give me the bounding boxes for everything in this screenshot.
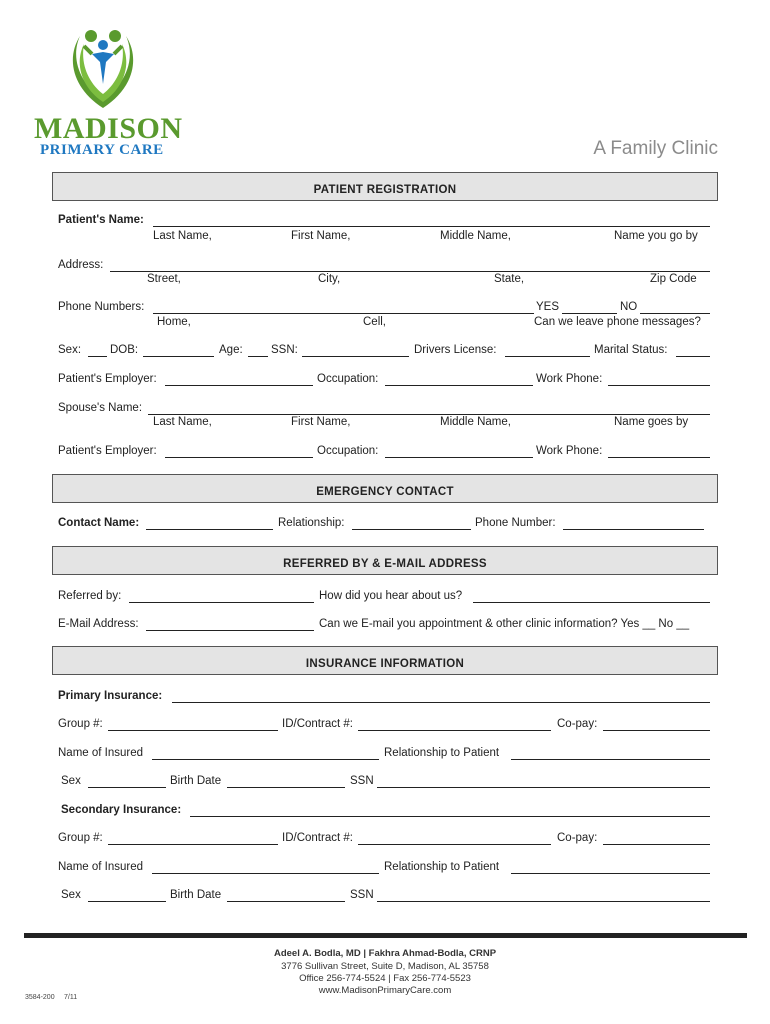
secondary-insurance-field[interactable] [190, 816, 710, 817]
referred-field[interactable] [129, 602, 314, 603]
dob-label: DOB: [110, 344, 139, 356]
sub-label: First Name, [291, 416, 351, 428]
license-label: Drivers License: [414, 344, 497, 356]
contract-label: ID/Contract #: [282, 832, 353, 844]
contact-name-label: Contact Name: [58, 517, 140, 529]
work-phone-label: Work Phone: [536, 445, 603, 457]
email-label: E-Mail Address: [58, 618, 139, 630]
marital-field[interactable] [676, 356, 710, 357]
insured-sex-label: Sex [61, 775, 81, 787]
birth-date-label: Birth Date [170, 775, 222, 787]
insured-sex-field-2[interactable] [88, 901, 166, 902]
footer-address: 3776 Sullivan Street, Suite D, Madison, AL 35758 [281, 961, 489, 972]
sex-field[interactable] [88, 356, 107, 357]
phone-label: Phone Numbers: [58, 301, 145, 313]
copay-field-2[interactable] [603, 844, 710, 845]
sub-label: Name goes by [614, 416, 689, 428]
insured-ssn-label: SSN [350, 775, 374, 787]
footer-divider [24, 933, 747, 938]
age-field[interactable] [248, 356, 268, 357]
insured-label: Name of Insured [58, 861, 144, 873]
sub-label: Name you go by [614, 230, 698, 242]
tagline: A Family Clinic [593, 138, 718, 159]
work-phone-label: Work Phone: [536, 373, 603, 385]
insured-label: Name of Insured [58, 747, 144, 759]
contract-field-2[interactable] [358, 844, 551, 845]
email-consent-question: Can we E-mail you appointment & other clinic information? Yes __ No __ [319, 618, 690, 630]
work-phone-field-2[interactable] [608, 457, 710, 458]
footer-phones: Office 256-774-5524 | Fax 256-774-5523 [299, 973, 471, 984]
insured-relationship-label: Relationship to Patient [384, 747, 500, 759]
spouse-field[interactable] [148, 414, 710, 415]
referred-label: Referred by: [58, 590, 122, 602]
sub-label: First Name, [291, 230, 351, 242]
insured-field-2[interactable] [152, 873, 379, 874]
birth-date-label: Birth Date [170, 889, 222, 901]
relationship-label: Relationship: [278, 517, 345, 529]
contract-field[interactable] [358, 730, 551, 731]
copay-label: Co-pay: [557, 718, 598, 730]
section-header-patient: PATIENT REGISTRATION [52, 172, 718, 201]
how-heard-field[interactable] [473, 602, 710, 603]
address-label: Address: [58, 259, 104, 271]
phone-no-field[interactable] [640, 313, 710, 314]
insured-sex-field[interactable] [88, 787, 166, 788]
license-field[interactable] [505, 356, 590, 357]
sub-label: Cell, [363, 316, 387, 328]
insured-ssn-label: SSN [350, 889, 374, 901]
group-label: Group #: [58, 832, 103, 844]
logo-subtitle: PRIMARY CARE [40, 142, 164, 158]
sub-label: City, [318, 273, 341, 285]
age-label: Age: [219, 344, 243, 356]
form-code: 3584-200 [25, 994, 55, 1001]
contact-phone-label: Phone Number: [475, 517, 556, 529]
primary-insurance-label: Primary Insurance: [58, 690, 163, 702]
ssn-label: SSN: [271, 344, 298, 356]
marital-label: Marital Status: [594, 344, 668, 356]
occupation-field-2[interactable] [385, 457, 533, 458]
occupation-field[interactable] [385, 385, 533, 386]
sub-label: Last Name, [153, 230, 212, 242]
group-field-2[interactable] [108, 844, 278, 845]
occupation-label: Occupation: [317, 373, 379, 385]
dob-field[interactable] [143, 356, 214, 357]
phone-field[interactable] [153, 313, 534, 314]
birth-date-field[interactable] [227, 787, 345, 788]
phone-no-label: NO [620, 301, 638, 313]
clinic-logo-icon [62, 18, 144, 114]
group-field[interactable] [108, 730, 278, 731]
copay-field[interactable] [603, 730, 710, 731]
section-header-referred: REFERRED BY & E-MAIL ADDRESS [52, 546, 718, 575]
spouse-label: Spouse's Name: [58, 402, 143, 414]
section-header-emergency: EMERGENCY CONTACT [52, 474, 718, 503]
logo-wordmark: MADISON [34, 112, 183, 145]
sub-label: State, [494, 273, 525, 285]
employer-label: Patient's Employer: [58, 373, 157, 385]
sub-label: Home, [157, 316, 191, 328]
insured-field[interactable] [152, 759, 379, 760]
secondary-insurance-label: Secondary Insurance: [61, 804, 182, 816]
contract-label: ID/Contract #: [282, 718, 353, 730]
contact-phone-field[interactable] [563, 529, 704, 530]
occupation-label: Occupation: [317, 445, 379, 457]
insured-relationship-field[interactable] [511, 759, 710, 760]
form-date: 7/11 [64, 994, 78, 1001]
footer-website: www.MadisonPrimaryCare.com [318, 985, 452, 996]
insured-ssn-field-2[interactable] [377, 901, 710, 902]
birth-date-field-2[interactable] [227, 901, 345, 902]
address-field[interactable] [110, 271, 710, 272]
relationship-field[interactable] [352, 529, 471, 530]
insured-relationship-label: Relationship to Patient [384, 861, 500, 873]
patient-name-field[interactable] [153, 226, 710, 227]
employer-field-2[interactable] [165, 457, 313, 458]
copay-label: Co-pay: [557, 832, 598, 844]
how-heard-label: How did you hear about us? [319, 590, 463, 602]
employer-field[interactable] [165, 385, 313, 386]
phone-yes-label: YES [536, 301, 560, 313]
footer-doctors: Adeel A. Bodla, MD | Fakhra Ahmad-Bodla, CRNP [273, 948, 497, 959]
sub-label: Middle Name, [440, 230, 511, 242]
employer-label: Patient's Employer: [58, 445, 157, 457]
sub-label: Street, [147, 273, 181, 285]
section-header-insurance: INSURANCE INFORMATION [52, 646, 718, 675]
patient-name-label: Patient's Name: [58, 214, 144, 226]
email-field[interactable] [146, 630, 314, 631]
insured-relationship-field-2[interactable] [511, 873, 710, 874]
sub-label: Last Name, [153, 416, 212, 428]
insured-ssn-field[interactable] [377, 787, 710, 788]
primary-insurance-field[interactable] [172, 702, 710, 703]
ssn-field[interactable] [302, 356, 409, 357]
contact-name-field[interactable] [146, 529, 273, 530]
work-phone-field[interactable] [608, 385, 710, 386]
sex-label: Sex: [58, 344, 82, 356]
insured-sex-label: Sex [61, 889, 81, 901]
sub-label: Middle Name, [440, 416, 511, 428]
sub-label: Can we leave phone messages? [534, 316, 701, 328]
group-label: Group #: [58, 718, 103, 730]
phone-yes-field[interactable] [562, 313, 617, 314]
sub-label: Zip Code [650, 273, 697, 285]
